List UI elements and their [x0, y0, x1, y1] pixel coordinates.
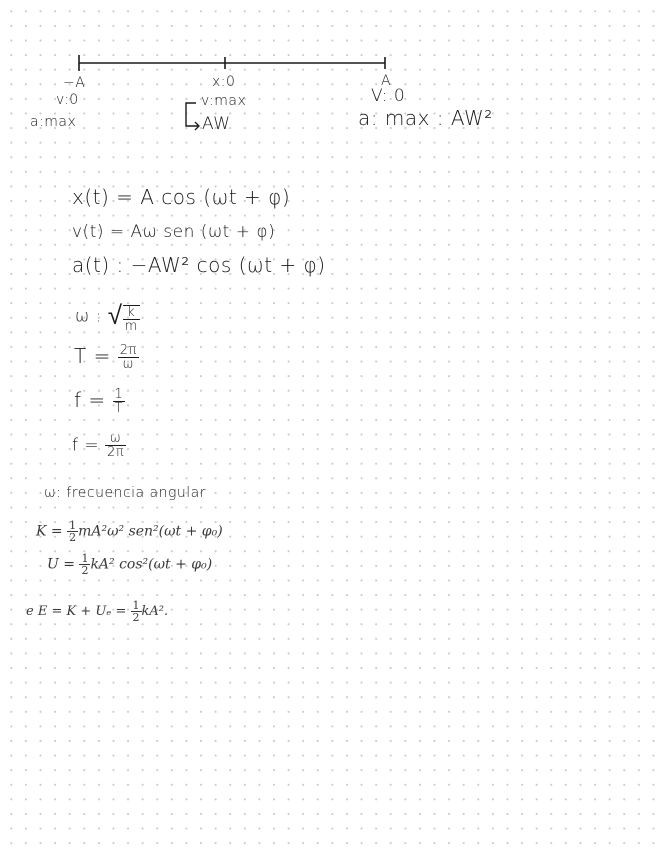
kinetic-half [67, 520, 78, 543]
right-position-label: A [381, 73, 392, 89]
frequency-omega-numerator: ω [105, 432, 126, 446]
frequency-omega-denominator: 2π [107, 445, 125, 460]
period-fraction [118, 344, 139, 371]
omega-fraction [123, 305, 140, 333]
potential-energy-formula [47, 553, 212, 576]
acceleration-equation: a(t) : −AW² cos (ωt + φ) [72, 253, 326, 277]
angular-frequency-note: ω: frecuencia angular [44, 485, 207, 501]
position-equation: x(t) = A cos (ωt + φ) [72, 185, 291, 209]
kinetic-rhs: mA²ω² sen²(ωt + φ₀) [78, 523, 223, 540]
frequency-denominator: T [114, 401, 124, 416]
omega-equation [75, 300, 140, 333]
left-velocity-label: v:0 [56, 92, 79, 108]
left-accel-label: a:max [30, 114, 77, 130]
potential-half-den: 2 [81, 564, 89, 577]
potential-lhs: U = [47, 556, 80, 573]
kinetic-energy-formula [36, 520, 223, 543]
total-half [131, 600, 142, 623]
right-accel-label: a: max : AW² [358, 106, 493, 130]
left-position-label: −A [63, 75, 86, 91]
kinetic-half-den: 2 [69, 531, 77, 544]
period-lhs: T = [74, 344, 111, 368]
total-energy-formula [26, 600, 168, 623]
velocity-equation: v(t) = Aω sen (ωt + φ) [72, 222, 276, 242]
omega-numerator: k [123, 306, 140, 320]
center-position-label: x:0 [212, 74, 236, 90]
period-numerator: 2π [119, 343, 137, 358]
frequency-omega-equation [72, 432, 126, 459]
total-lhs: e E = K + Uₑ = [26, 604, 131, 619]
frequency-omega-lhs: f = [72, 435, 100, 456]
kinetic-half-num: 1 [69, 519, 77, 532]
right-velocity-label: V: 0 [371, 86, 406, 106]
center-velocity-label: v:max [201, 93, 247, 109]
total-half-num: 1 [132, 599, 140, 612]
bracket-arrow [186, 103, 199, 126]
frequency-omega-fraction [105, 432, 126, 459]
period-denominator: ω [122, 357, 134, 372]
square-root [108, 300, 140, 333]
radical-sign: √ [107, 301, 123, 331]
frequency-numerator: 1 [114, 387, 124, 402]
kinetic-lhs: K = [36, 523, 68, 540]
center-velocity-value: AW [202, 114, 231, 134]
total-rhs: kA². [141, 604, 169, 619]
omega-lhs: ω : [75, 306, 102, 327]
potential-half-num: 1 [81, 552, 89, 565]
frequency-fraction [113, 388, 126, 415]
total-half-den: 2 [132, 611, 140, 624]
potential-half [79, 553, 90, 576]
potential-rhs: kA² cos²(ωt + φ₀) [90, 556, 213, 573]
omega-denominator: m [124, 319, 138, 334]
period-equation [74, 344, 139, 371]
frequency-lhs: f = [74, 388, 106, 412]
frequency-equation [74, 388, 125, 415]
